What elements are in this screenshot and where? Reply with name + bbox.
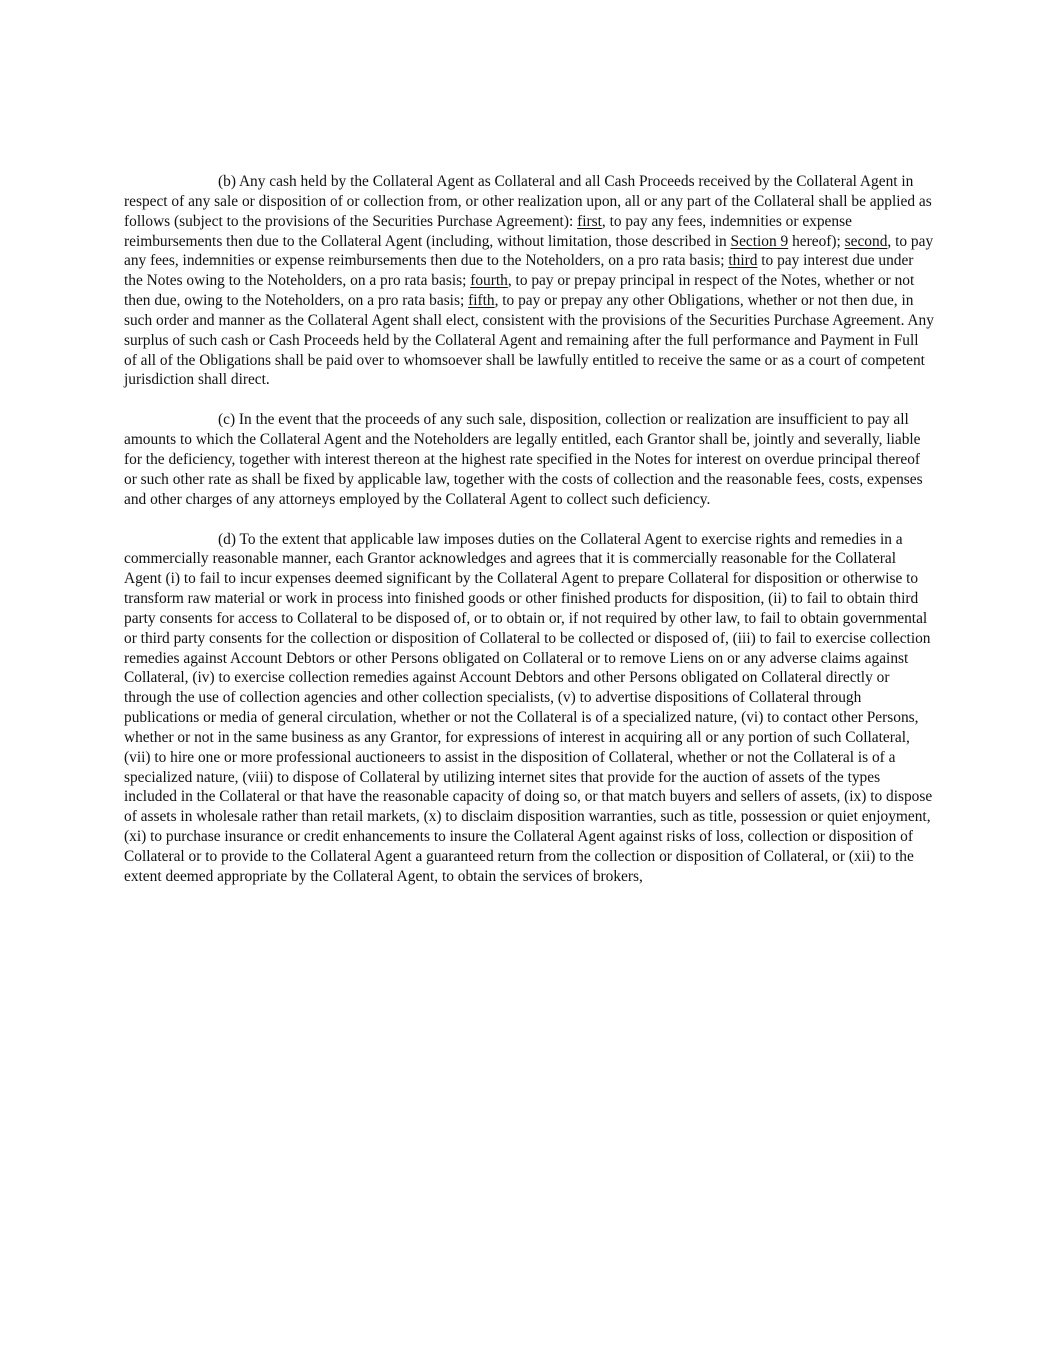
paragraph-b-text-6: , to pay or prepay principal in respect of the Notes, whether or not then due, owing to the Noteholders, on a pro rata basis; xyxy=(124,272,915,310)
paragraph-c: (c) In the event that the proceeds of any such sale, disposition, collection or realization are insufficient to pay all amounts to which the Collateral Agent and the Noteholders are legally entitled, each Grantor shall be, jointly and severally, liable for the deficiency, together with interest thereon at the highest rate specified in the Notes for interest on overdue principal thereof or such other rate as shall be fixed by applicable law, together with the costs of collection and the reasonable fees, costs, expenses and other charges of any attorneys employed by the Collateral Agent to collect such deficiency. xyxy=(124,411,923,508)
term-second: second xyxy=(844,232,888,250)
paragraph-b-text-2: , to pay any fees, indemnities or expense reimbursements then due to the Collateral Agent (including, without limitation, those described in xyxy=(124,212,852,250)
paragraph-b-text-5: to pay interest due under the Notes owing to the Noteholders, on a pro rata basis; xyxy=(124,252,914,290)
term-third: third xyxy=(728,252,758,270)
paragraph-d: (d) To the extent that applicable law imposes duties on the Collateral Agent to exercise rights and remedies in a commercially reasonable manner, each Grantor acknowledges and agrees that it is commercially reasonable for the Collateral Agent (i) to fail to incur expenses deemed significant by the Collateral Agent to prepare Collateral for disposition or otherwise to transform raw material or work in process into finished goods or other finished products for disposition, (ii) to fail to obtain third party consents for access to Collateral to be disposed of, or to obtain or, if not required by other law, to fail to obtain governmental or third party consents for the collection or disposition of Collateral to be collected or disposed of, (iii) to fail to exercise collection remedies against Account Debtors or other Persons obligated on Collateral or to remove Liens on or any adverse claims against Collateral, (iv) to exercise collection remedies against Account Debtors and other Persons obligated on Collateral directly or through the use of collection agencies and other collection specialists, (v) to advertise dispositions of Collateral through publications or media of general circulation, whether or not the Collateral is of a specialized nature, (vi) to contact other Persons, whether or not in the same business as any Grantor, for expressions of interest in acquiring all or any portion of such Collateral, (vii) to hire one or more professional auctioneers to assist in the disposition of Collateral, whether or not the Collateral is of a specialized nature, (viii) to dispose of Collateral by utilizing internet sites that provide for the auction of assets of the types included in the Collateral or that have the reasonable capacity of doing so, or that match buyers and sellers of assets, (ix) to dispose of assets in wholesale rather than retail markets, (x) to disclaim disposition warranties, such as title, possession or quiet enjoyment, (xi) to purchase insurance or credit enhancements to insure the Collateral Agent against risks of loss, collection or disposition of Collateral or to provide to the Collateral Agent a guaranteed return from the collection or disposition of Collateral, or (xii) to the extent deemed appropriate by the Collateral Agent, to obtain the services of brokers, xyxy=(124,530,933,885)
paragraph-b xyxy=(124,172,934,390)
document-body xyxy=(124,172,934,907)
term-fifth: fifth xyxy=(468,292,495,310)
paragraph-b-text-7: , to pay or prepay any other Obligations, whether or not then due, in such order and manner as the Collateral Agent shall elect, consistent with the provisions of the Securities Purchase Agreement. Any surplus of such cash or Cash Proceeds held by the Collateral Agent and remaining after the full performance and Payment in Full of all of the Obligations shall be paid over to whomsoever shall be lawfully entitled to receive the same or as a court of competent jurisdiction shall direct. xyxy=(124,292,934,389)
section-9-reference: Section 9 xyxy=(730,232,789,250)
paragraph-b-text-3: hereof); xyxy=(788,232,845,250)
term-first: first xyxy=(577,212,602,230)
paragraph-b-text-1: (b) Any cash held by the Collateral Agent as Collateral and all Cash Proceeds received by the Collateral Agent in respect of any sale or disposition of or collection from, or other realization upon, all or any part of the Collateral shall be applied as follows (subject to the provisions of the Securities Purchase Agreement): xyxy=(124,173,932,230)
term-fourth: fourth xyxy=(470,272,508,290)
paragraph-b-text-4: , to pay any fees, indemnities or expense reimbursements then due to the Noteholders, on a pro rata basis; xyxy=(124,232,934,270)
